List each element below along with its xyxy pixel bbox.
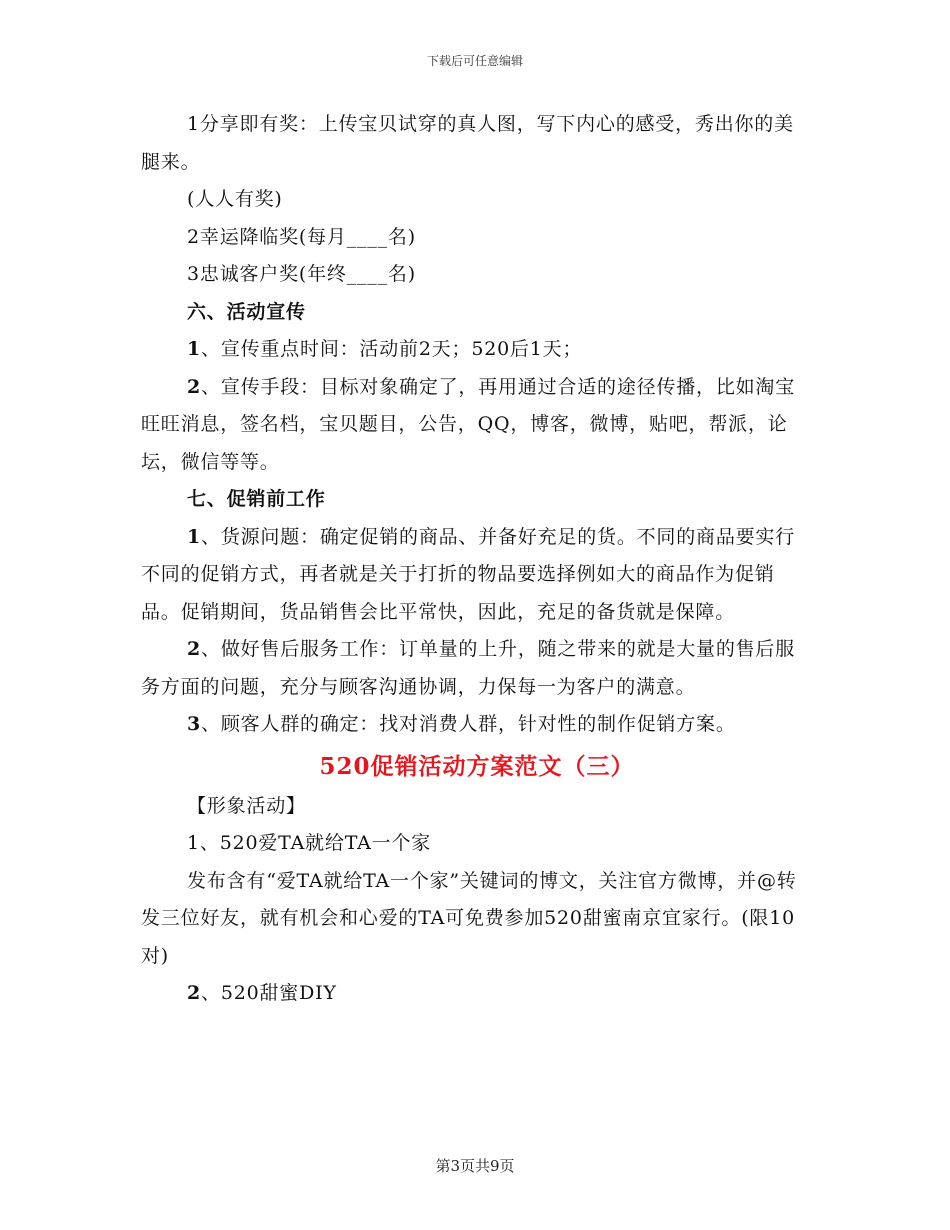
item-text: 、货源问题：确定促销的商品、并备好充足的货。不同的商品要实行不同的促销方式，再者就是关于打折的物品要选择例如大的商品作为促销品。促销期间，货品销售会比平常快，因此，充足的备货就是保障。: [141, 525, 796, 623]
section-title: 520促销活动方案范文（三）: [319, 752, 635, 780]
paragraph-everyone-reward: (人人有奖): [187, 188, 283, 210]
paragraph-love-home: 1、520爱TA就给TA一个家: [187, 832, 432, 854]
item-text: 、宣传手段：目标对象确定了，再用通过合适的途径传播，比如淘宝旺旺消息，签名档，宝贝题目，公告，QQ，博客，微博，贴吧，帮派，论坛，微信等等。: [141, 375, 796, 473]
item-number: 2: [187, 375, 202, 398]
page-footer: 第3页共9页: [435, 1157, 515, 1175]
heading-pre-work: 七、促销前工作: [187, 488, 326, 510]
item-number: 2: [187, 982, 202, 1004]
item-text: 、宣传重点时间：活动前2天；520后1天；: [201, 338, 583, 360]
paragraph-promotion-time: [141, 331, 813, 369]
page-header: 下载后可任意编辑: [426, 54, 523, 68]
paragraph-diy: [141, 975, 813, 1013]
item-number: 1: [187, 338, 202, 360]
item-number: 2: [187, 638, 202, 660]
paragraph-promotion-means: [141, 369, 813, 482]
paragraph-loyal-reward: 3忠诚客户奖(年终____名): [187, 263, 416, 285]
heading-promotion: 六、活动宣传: [187, 300, 306, 323]
paragraph-customer-group: [141, 706, 813, 744]
paragraph-supply: [141, 519, 813, 632]
paragraph-image-activity: 【形象活动】: [187, 794, 306, 817]
paragraph-share-reward: 1分享即有奖：上传宝贝试穿的真人图，写下内心的感受，秀出你的美腿来。: [141, 113, 794, 173]
paragraph-lucky-reward: 2幸运降临奖(每月____名): [187, 225, 416, 248]
item-number: 3: [187, 713, 202, 735]
item-text: 、做好售后服务工作：订单量的上升，随之带来的就是大量的售后服务方面的问题，充分与顾客沟通协调，力保每一为客户的满意。: [141, 638, 796, 698]
paragraph-after-sales: [141, 631, 813, 706]
item-text: 、顾客人群的确定：找对消费人群，针对性的制作促销方案。: [201, 713, 736, 735]
document-body: [141, 106, 813, 1013]
item-text: 、520甜蜜DIY: [201, 982, 337, 1004]
item-number: 1: [187, 525, 202, 548]
paragraph-weibo: 发布含有“爱TA就给TA一个家”关键词的博文，关注官方微博，并@转发三位好友，就有机会和心爱的TA可免费参加520甜蜜南京宜家行。(限10对): [141, 869, 797, 967]
